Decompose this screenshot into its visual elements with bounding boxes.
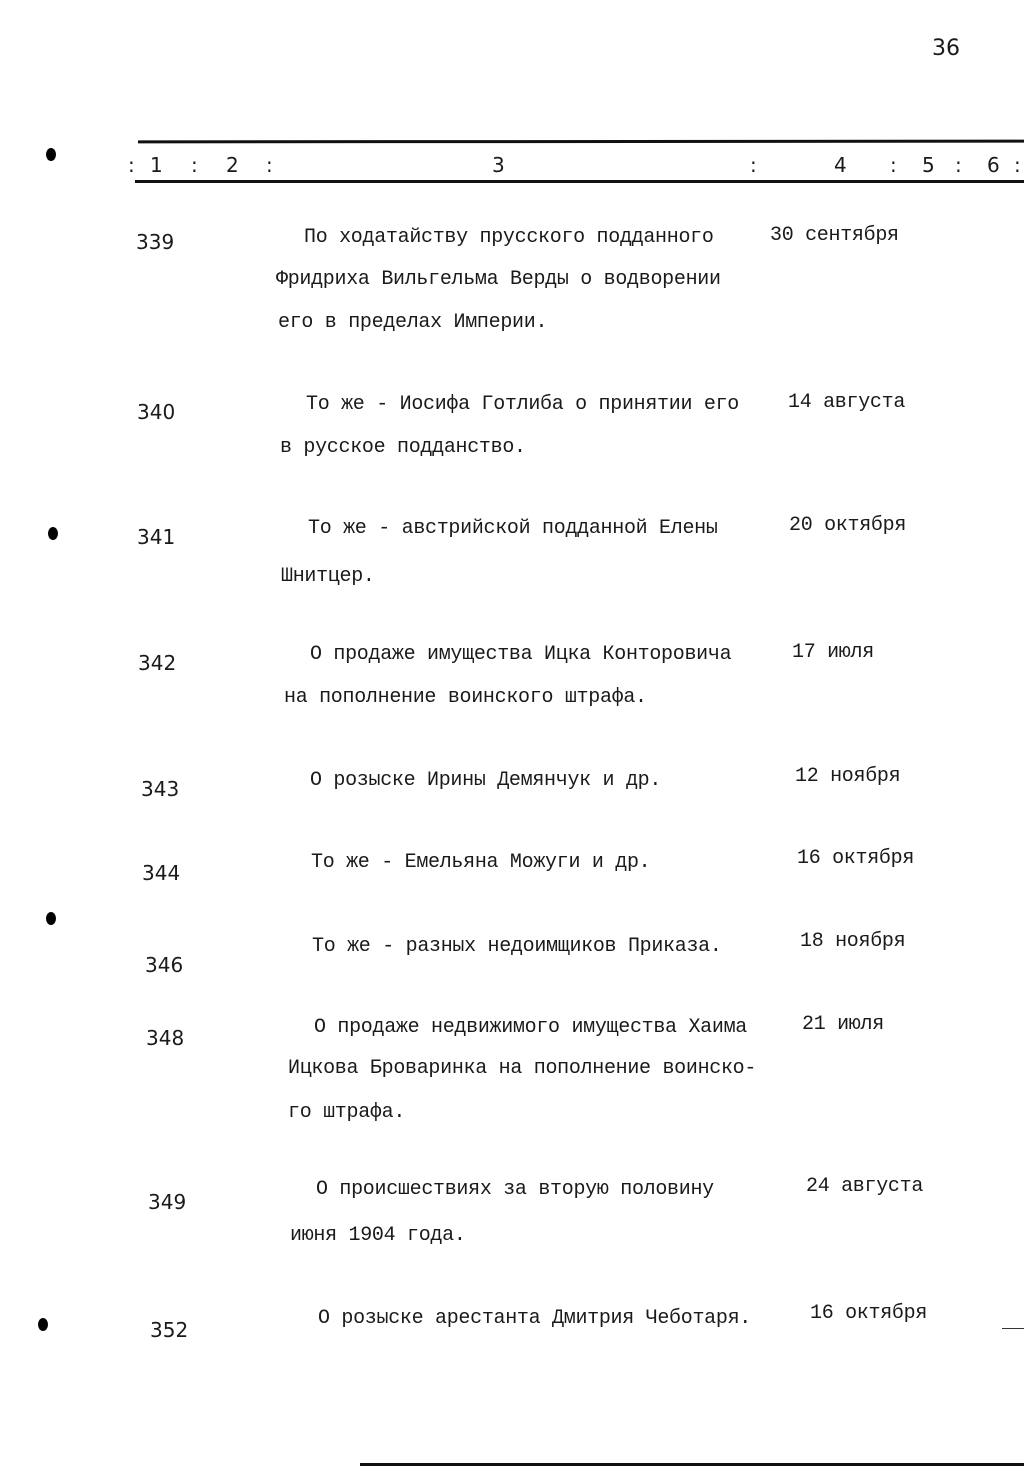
entry-number: 352	[150, 1318, 189, 1342]
punch-hole-mark	[38, 1318, 48, 1331]
entry-text-line: То же - разных недоимщиков Приказа.	[312, 935, 722, 958]
entry-text-line: на пополнение воинского штрафа.	[284, 686, 647, 709]
page-number: 36	[932, 36, 960, 61]
entry-date: 12 ноября	[795, 765, 901, 788]
column-header-5: 5	[922, 153, 935, 177]
entry-text-line: го штрафа.	[288, 1101, 406, 1124]
entry-text-line: О продаже имущества Ицка Конторовича	[310, 643, 732, 666]
entry-text-line: По ходатайству прусского подданного	[304, 226, 714, 249]
entry-number: 340	[137, 400, 176, 424]
entry-text-line: в русское подданство.	[280, 436, 526, 459]
entry-date: 17 июля	[792, 641, 874, 664]
entry-number: 349	[148, 1190, 187, 1214]
entry-text-line: То же - австрийской подданной Елены	[308, 517, 718, 540]
entry-text-line: О розыске Ирины Демянчук и др.	[310, 769, 662, 792]
entry-number: 343	[141, 777, 180, 801]
entry-text-line: То же - Емельяна Можуги и др.	[311, 851, 651, 874]
column-separator: :	[191, 153, 198, 177]
entry-text-line: июня 1904 года.	[290, 1224, 466, 1247]
entry-date: 14 августа	[788, 391, 906, 414]
entry-date: 20 октября	[789, 514, 907, 537]
column-separator: :	[955, 153, 962, 177]
entry-text-line: Фридриха Вильгельма Верды о водворении	[276, 268, 721, 291]
entry-date: 18 ноября	[800, 930, 906, 953]
entry-text-line: О розыске арестанта Дмитрия Чеботаря.	[318, 1307, 751, 1330]
table-header-top-rule	[138, 140, 1024, 144]
entry-text-line: То же - Иосифа Готлиба о принятии его	[306, 393, 739, 416]
column-header-4: 4	[834, 153, 847, 177]
column-separator: :	[750, 153, 757, 177]
punch-hole-mark	[48, 527, 58, 540]
column-header-2: 2	[226, 153, 239, 177]
entry-date: 21 июля	[802, 1013, 884, 1036]
punch-hole-mark	[46, 912, 56, 925]
column-header-3: 3	[492, 153, 505, 177]
margin-mark	[1002, 1328, 1024, 1329]
column-header-row	[0, 153, 1024, 181]
entry-number: 339	[136, 230, 175, 254]
entry-date: 24 августа	[806, 1175, 924, 1198]
entry-number: 344	[142, 861, 181, 885]
table-header-bottom-rule	[135, 180, 1024, 183]
entry-text-line: О происшествиях за вторую половину	[316, 1178, 714, 1201]
column-header-1: 1	[150, 153, 163, 177]
entry-text-line: его в пределах Империи.	[278, 311, 548, 334]
entry-date: 16 октября	[797, 847, 915, 870]
entry-text-line: Ицкова Броваринка на пополнение воинско-	[288, 1057, 757, 1080]
entry-number: 342	[138, 651, 177, 675]
column-separator: :	[1014, 153, 1021, 177]
column-separator: :	[890, 153, 897, 177]
entry-number: 346	[145, 953, 184, 977]
entry-number: 341	[137, 525, 176, 549]
column-header-6: 6	[987, 153, 1000, 177]
entry-text-line: Шнитцер.	[281, 565, 375, 588]
entry-date: 16 октября	[810, 1302, 928, 1325]
column-separator: :	[266, 153, 273, 177]
column-separator: :	[128, 153, 135, 177]
page-bottom-rule	[360, 1463, 1024, 1466]
entry-date: 30 сентября	[770, 224, 899, 247]
entry-number: 348	[146, 1026, 185, 1050]
entry-text-line: О продаже недвижимого имущества Хаима	[314, 1016, 747, 1039]
